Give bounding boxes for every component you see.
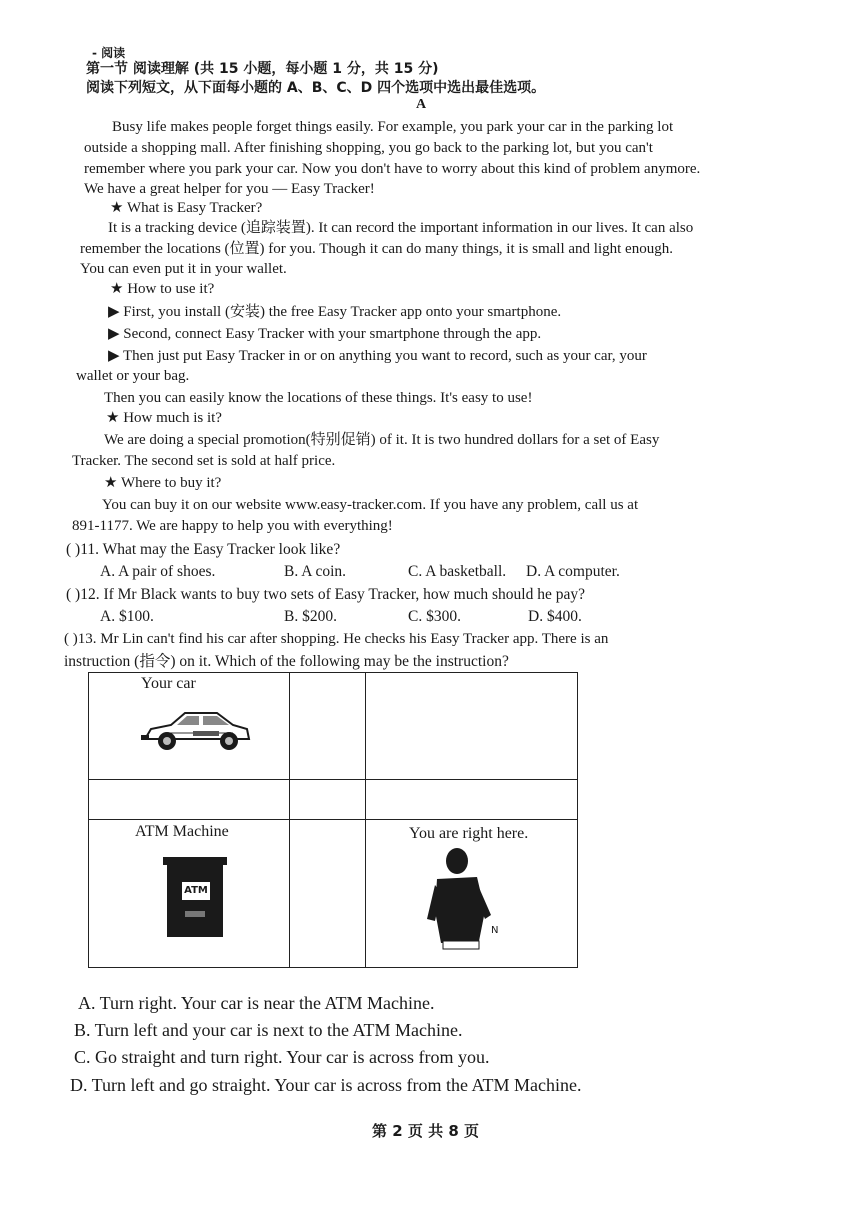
option-13d: D. Turn left and go straight. Your car is across from the ATM Machine.: [70, 1075, 582, 1095]
subheading: ★ How to use it?: [110, 280, 214, 299]
atm-sign: ATM: [181, 881, 211, 901]
section-title: 第一节 阅读理解 (共 15 小题，每小题 1 分，共 15 分): [86, 61, 439, 77]
car-icon: [137, 705, 255, 757]
passage-line: remember the locations (位置) for you. Though it can do many things, it is small and light enough.: [80, 241, 673, 257]
option-11a: A. A pair of shoes.: [100, 563, 216, 580]
passage-line: Tracker. The second set is sold at half price.: [72, 453, 336, 469]
passage-line: remember where you park your car. Now you don't have to worry about this kind of problem anymore.: [84, 161, 701, 177]
grid-divider: [365, 673, 366, 967]
svg-text:N: N: [491, 925, 499, 936]
location-map: [88, 672, 578, 968]
option-11b: B. A coin.: [284, 563, 347, 580]
passage-line: We are doing a special promotion(特别促销) of it. It is two hundred dollars for a set of Easy: [104, 432, 660, 448]
subheading: ★ How much is it?: [106, 409, 222, 428]
passage-line: Then you can easily know the locations of these things. It's easy to use!: [104, 390, 533, 406]
option-11c: C. A basketball.: [408, 563, 507, 580]
step-line: ▶ Second, connect Easy Tracker with your smartphone through the app.: [108, 325, 541, 344]
person-icon: [427, 845, 511, 959]
passage-line: 891-1177. We are happy to help you with everything!: [72, 518, 393, 534]
passage-line: Busy life makes people forget things easily. For example, you park your car in the parking lot: [112, 119, 674, 135]
passage-line: It is a tracking device (追踪装置). It can record the important information in our lives. It can also: [108, 220, 694, 236]
grid-divider: [89, 819, 577, 820]
passage-line: You can even put it in your wallet.: [80, 261, 287, 277]
passage-line: We have a great helper for you — Easy Tracker!: [84, 181, 375, 197]
question-13-cont: instruction (指令) on it. Which of the following may be the instruction?: [64, 653, 509, 670]
passage-line: You can buy it on our website www.easy-tracker.com. If you have any problem, call us at: [102, 497, 639, 513]
subheading: ★ What is Easy Tracker?: [110, 199, 262, 218]
grid-divider: [289, 673, 290, 967]
option-13a: A. Turn right. Your car is near the ATM Machine.: [78, 993, 435, 1013]
page-number: 第 2 页 共 8 页: [372, 1122, 479, 1140]
option-12d: D. $400.: [528, 608, 582, 625]
option-12c: C. $300.: [408, 608, 461, 625]
option-13c: C. Go straight and turn right. Your car is across from you.: [74, 1047, 490, 1067]
question-12: ( )12. If Mr Black wants to buy two sets of Easy Tracker, how much should he pay?: [66, 586, 585, 603]
step-line: wallet or your bag.: [76, 368, 190, 384]
subheading: ★ Where to buy it?: [104, 474, 221, 493]
your-car-label: Your car: [141, 675, 196, 692]
grid-divider: [89, 779, 577, 780]
you-are-here-label: You are right here.: [409, 825, 529, 842]
option-12b: B. $200.: [284, 608, 337, 625]
option-11d: D. A computer.: [526, 563, 620, 580]
instruction: 阅读下列短文，从下面每小题的 A、B、C、D 四个选项中选出最佳选项。: [86, 80, 546, 96]
section-marker: - 阅读: [92, 46, 126, 60]
question-13: ( )13. Mr Lin can't find his car after shopping. He checks his Easy Tracker app. There is an: [64, 631, 609, 647]
passage-letter: A: [416, 97, 427, 112]
atm-label: ATM Machine: [135, 823, 229, 840]
atm-icon: [163, 857, 227, 937]
option-12a: A. $100.: [100, 608, 154, 625]
step-line: ▶ Then just put Easy Tracker in or on anything you want to record, such as your car, your: [108, 347, 647, 366]
option-13b: B. Turn left and your car is next to the ATM Machine.: [74, 1020, 463, 1040]
passage-line: outside a shopping mall. After finishing shopping, you go back to the parking lot, but you can't: [84, 140, 653, 156]
step-line: ▶ First, you install (安装) the free Easy Tracker app onto your smartphone.: [108, 303, 561, 322]
question-11: ( )11. What may the Easy Tracker look like?: [66, 541, 341, 558]
